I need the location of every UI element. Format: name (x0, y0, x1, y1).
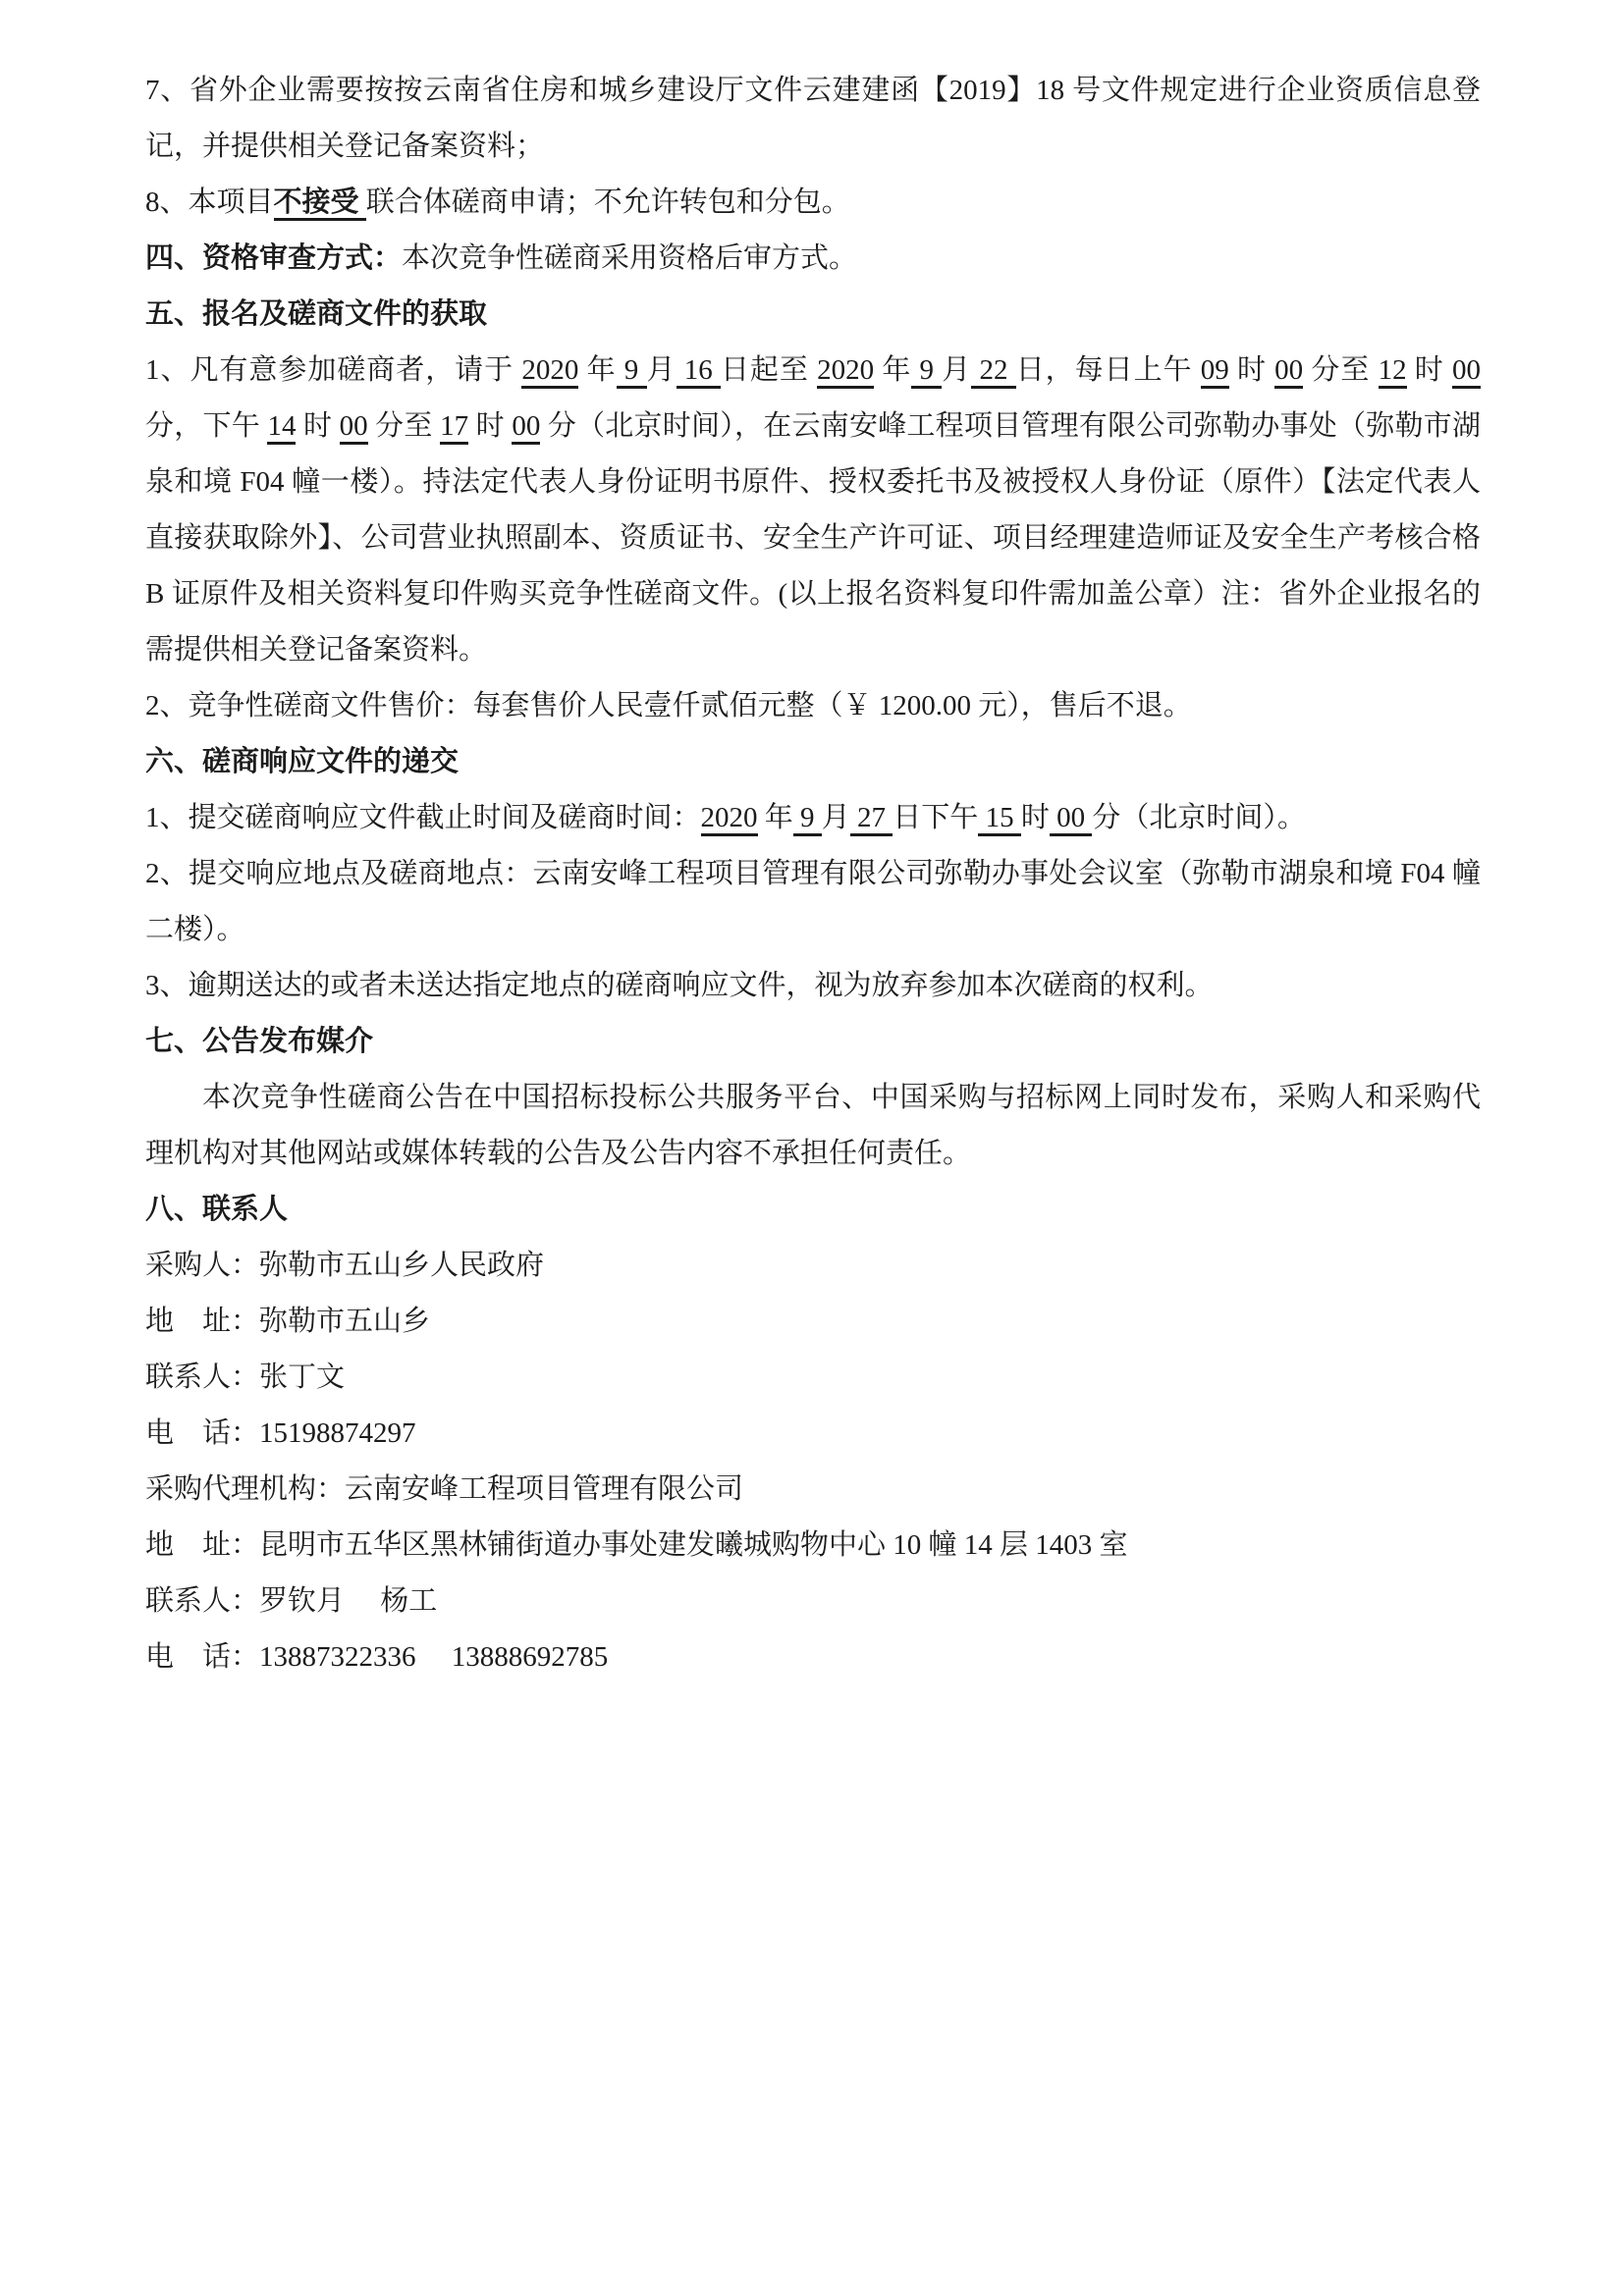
section-6-item-1 (145, 790, 1481, 846)
purchaser-phone (145, 1406, 1481, 1462)
text-run: 00 (1050, 802, 1093, 836)
text-run: 分至 (367, 410, 441, 442)
text-run: 时 (468, 410, 513, 442)
text-run: 14 (267, 410, 296, 445)
text-run: 12 (1379, 354, 1407, 389)
text-run: 16 (677, 354, 721, 389)
section-7-body (145, 1070, 1481, 1182)
text-run: 联合体磋商申请；不允许转包和分包。 (365, 187, 850, 218)
text-run: 8、本项目 (145, 187, 274, 218)
agency-name (145, 1462, 1481, 1518)
text-run: 9 (793, 802, 822, 836)
text-run: 五、报名及磋商文件的获取 (145, 298, 488, 330)
text-run: 2020 (701, 802, 758, 836)
text-run: 9 (911, 354, 942, 389)
text-run: 00 (512, 410, 540, 445)
text-run: 日起至 (720, 354, 818, 386)
text-run: 年 (578, 354, 617, 386)
text-run: 00 (1274, 354, 1303, 389)
text-run: 七、公告发布媒介 (145, 1026, 374, 1057)
text-run: 1、提交磋商响应文件截止时间及磋商时间： (145, 802, 701, 833)
purchaser-address (145, 1294, 1481, 1350)
text-run: 2、竞争性磋商文件售价：每套售价人民壹仟贰佰元整（￥ 1200.00 元），售后不退。 (145, 690, 1192, 721)
text-run: 地 址：弥勒市五山乡 (145, 1306, 431, 1337)
text-run: 分，下午 (145, 410, 268, 442)
item-8 (145, 175, 1481, 231)
text-run: 月 (942, 354, 972, 386)
text-run: 分（北京时间）。 (1092, 802, 1306, 833)
text-run: 3、逾期送达的或者未送达指定地点的磋商响应文件，视为放弃参加本次磋商的权利。 (145, 970, 1214, 1001)
text-run: 22 (971, 354, 1015, 389)
purchaser-name (145, 1238, 1481, 1294)
text-run: 本次竞争性磋商公告在中国招标投标公共服务平台、中国采购与招标网上同时发布，采购人和采购代理机构对其他网站或媒体转载的公告及公告内容不承担任何责任。 (145, 1082, 1481, 1169)
text-run: 六、磋商响应文件的递交 (145, 746, 460, 777)
section-8-heading (145, 1182, 1481, 1238)
text-run: 09 (1201, 354, 1229, 389)
text-run: 时 (296, 410, 340, 442)
text-run: 时 (1228, 354, 1275, 386)
section-4-heading (145, 231, 1481, 287)
text-run: 分至 (1303, 354, 1379, 386)
text-run: 2、提交响应地点及磋商地点：云南安峰工程项目管理有限公司弥勒办事处会议室（弥勒市湖泉和境 F04 幢二楼）。 (145, 858, 1481, 945)
agency-address (145, 1518, 1481, 1574)
text-run: 17 (440, 410, 468, 445)
text-run: 月 (821, 802, 850, 833)
text-run: 采购代理机构：云南安峰工程项目管理有限公司 (145, 1473, 744, 1505)
section-6-item-3 (145, 958, 1481, 1014)
text-run: 2020 (521, 354, 578, 389)
text-run: 00 (1452, 354, 1481, 389)
section-6-item-2 (145, 846, 1481, 958)
section-7-heading (145, 1014, 1481, 1070)
text-run: 电 话：15198874297 (145, 1417, 416, 1449)
text-run: 联系人：罗钦月 杨工 (145, 1585, 438, 1617)
section-5-item-1 (145, 343, 1481, 678)
text-run: 不接受 (274, 187, 366, 221)
text-run: 分（北京时间），在云南安峰工程项目管理有限公司弥勒办事处（弥勒市湖泉和境 F04 幢一楼）。持法定代表人身份证明书原件、授权委托书及被授权人身份证（原件）【法定代表人直接获取除外】、公司营业执照副本、资质证书、安全生产许可证、项目经理建造师证及安全生产考核合格 B 证原件及相关资料复印件购买竞争性磋商文件。(以上报名资料复印件需加盖公章）注：省外企业报名的需提供相关登记备案资料。 (145, 410, 1481, 666)
text-run: 联系人：张丁文 (145, 1362, 346, 1393)
text-run: 7、省外企业需要按按云南省住房和城乡建设厅文件云建建函【2019】18 号文件规定进行企业资质信息登记，并提供相关登记备案资料； (145, 75, 1481, 162)
section-5-heading (145, 287, 1481, 343)
text-run: 00 (340, 410, 368, 445)
text-run: 日下午 (893, 802, 979, 833)
text-run: 采购人：弥勒市五山乡人民政府 (145, 1250, 545, 1281)
item-7 (145, 63, 1481, 175)
section-5-item-2 (145, 678, 1481, 734)
text-run: 地 址：昆明市五华区黑林铺街道办事处建发曦城购物中心 10 幢 14 层 1403 室 (145, 1529, 1128, 1561)
text-run: 2020 (817, 354, 874, 389)
text-run: 时 (1020, 802, 1050, 833)
agency-contact (145, 1574, 1481, 1629)
text-run: 9 (617, 354, 647, 389)
text-run: 月 (646, 354, 677, 386)
text-run: 15 (978, 802, 1021, 836)
text-run: 年 (874, 354, 912, 386)
purchaser-contact (145, 1350, 1481, 1406)
agency-phone (145, 1629, 1481, 1685)
text-run: 27 (850, 802, 893, 836)
text-run: 时 (1406, 354, 1452, 386)
text-run: 四、资格审查方式： (145, 242, 403, 274)
text-run: 年 (757, 802, 793, 833)
text-run: 本次竞争性磋商采用资格后审方式。 (402, 242, 858, 274)
text-run: 八、联系人 (145, 1194, 289, 1225)
section-6-heading (145, 734, 1481, 790)
text-run: 1、凡有意参加磋商者，请于 (145, 354, 522, 386)
text-run: 电 话：13887322336 13888692785 (145, 1641, 609, 1673)
document-body (145, 63, 1481, 1685)
text-run: 日，每日上午 (1015, 354, 1201, 386)
